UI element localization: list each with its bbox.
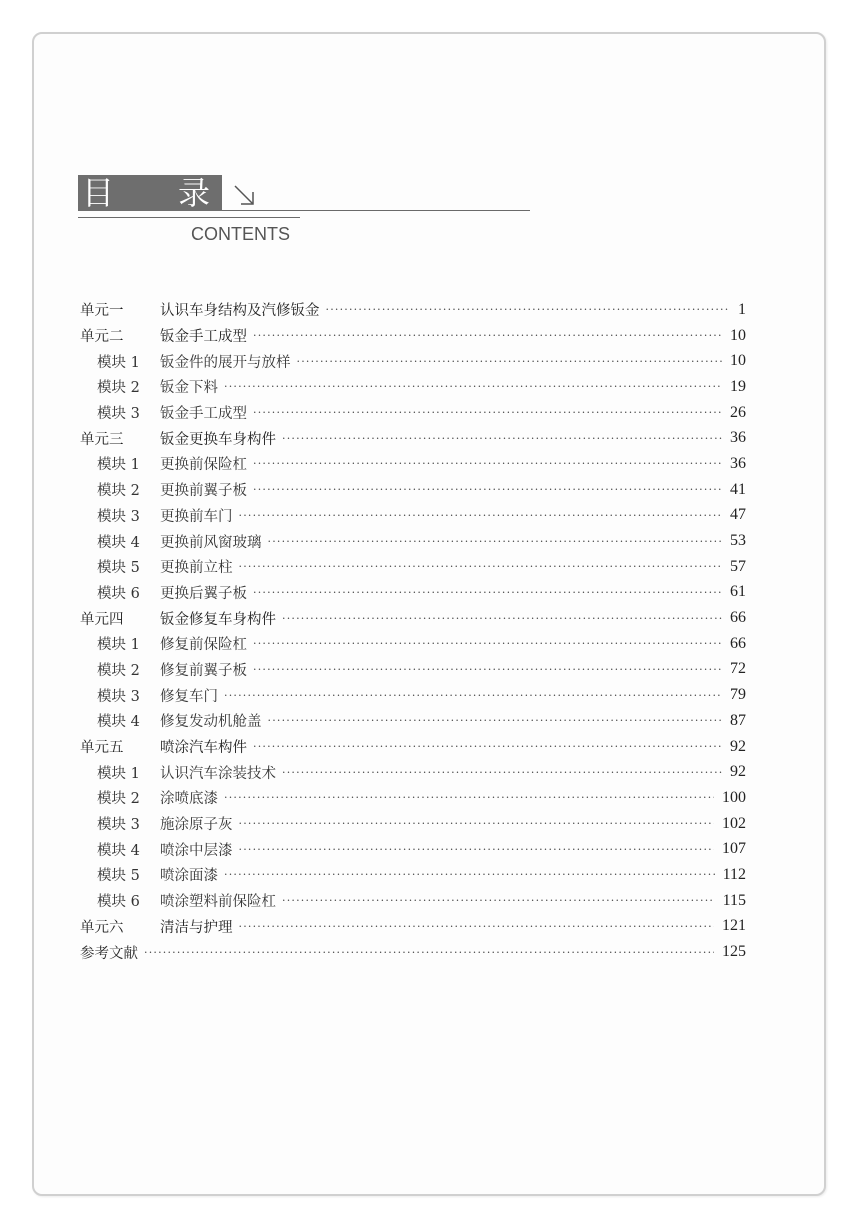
toc-entry-title: 钣金修复车身构件 [160, 611, 276, 628]
dot-leader [224, 380, 722, 393]
toc-entry-title: 更换前风窗玻璃 [160, 534, 262, 551]
toc-entry-label: 模块 2 [97, 380, 140, 397]
toc-module-row[interactable] [80, 580, 746, 606]
toc-page-number: 10 [730, 326, 746, 344]
toc-module-row[interactable] [80, 374, 746, 400]
toc-page-number: 57 [730, 557, 746, 575]
heading-rule-short [78, 217, 300, 218]
toc-entry-label: 参考文献 [80, 945, 138, 962]
toc-entry-title: 钣金件的展开与放样 [160, 354, 291, 371]
dot-leader [253, 637, 722, 650]
toc-page-number: 53 [730, 532, 746, 550]
toc-page-number: 66 [730, 634, 746, 652]
dot-leader [239, 817, 715, 830]
toc-entry-label: 模块 1 [97, 354, 140, 371]
toc-page-number: 41 [730, 480, 746, 498]
toc-entry-label: 模块 4 [97, 714, 140, 731]
dot-leader [282, 894, 715, 907]
toc-page-number: 72 [730, 660, 746, 678]
toc-entry-title: 更换前翼子板 [160, 483, 247, 500]
toc-entry-title: 喷涂汽车构件 [160, 740, 247, 757]
toc-entry-label: 模块 1 [97, 637, 140, 654]
arrow-down-right-icon [232, 183, 256, 207]
dot-leader [253, 663, 722, 676]
toc-unit-row[interactable] [80, 297, 746, 323]
toc-entry-title: 更换前车门 [160, 508, 233, 525]
toc-entry-label: 模块 5 [97, 868, 140, 885]
toc-entry-label: 模块 3 [97, 817, 140, 834]
toc-unit-row[interactable] [80, 605, 746, 631]
toc-page-number: 79 [730, 686, 746, 704]
toc-module-row[interactable] [80, 811, 746, 837]
toc-entry-label: 模块 6 [97, 894, 140, 911]
toc-entry-title: 钣金更换车身构件 [160, 431, 276, 448]
toc-reference-row[interactable] [80, 939, 746, 965]
toc-module-row[interactable] [80, 503, 746, 529]
toc-entry-title: 施涂原子灰 [160, 817, 233, 834]
toc-page-number: 115 [722, 891, 746, 909]
heading-rule-long [222, 210, 530, 211]
toc-entry-label: 模块 3 [97, 688, 140, 705]
toc-unit-row[interactable] [80, 914, 746, 940]
toc-unit-row[interactable] [80, 425, 746, 451]
dot-leader [253, 483, 722, 496]
toc-page-number: 19 [730, 377, 746, 395]
toc-module-row[interactable] [80, 348, 746, 374]
dot-leader [253, 406, 722, 419]
toc-entry-title: 喷涂中层漆 [160, 842, 233, 859]
toc-module-row[interactable] [80, 682, 746, 708]
toc-page-number: 1 [738, 300, 746, 318]
toc-heading-block [78, 175, 222, 211]
toc-entry-label: 模块 3 [97, 508, 140, 525]
toc-module-row[interactable] [80, 785, 746, 811]
toc-module-row[interactable] [80, 657, 746, 683]
toc-page-number: 121 [722, 917, 746, 935]
dot-leader [239, 509, 723, 522]
toc-page-number: 112 [722, 865, 746, 883]
toc-page-number: 36 [730, 429, 746, 447]
dot-leader [239, 560, 723, 573]
toc-entry-title: 清洁与护理 [160, 919, 233, 936]
toc-page-number: 47 [730, 506, 746, 524]
toc-page-number: 92 [730, 763, 746, 781]
dot-leader [224, 868, 715, 881]
toc-page-number: 107 [722, 840, 746, 858]
toc-entry-title: 更换前立柱 [160, 560, 233, 577]
dot-leader [253, 457, 722, 470]
toc-entry-label: 模块 4 [97, 534, 140, 551]
contents-subtitle: CONTENTS [191, 224, 290, 244]
dot-leader [253, 329, 722, 342]
toc-entry-title: 钣金手工成型 [160, 406, 247, 423]
toc-entry-label: 模块 3 [97, 406, 140, 423]
toc-module-row[interactable] [80, 862, 746, 888]
toc-module-row[interactable] [80, 528, 746, 554]
dot-leader [268, 714, 723, 727]
toc-entry-label: 模块 5 [97, 560, 140, 577]
toc-entry-label: 单元六 [80, 919, 124, 936]
toc-entry-title: 修复车门 [160, 688, 218, 705]
toc-entry-title: 认识汽车涂装技术 [160, 765, 276, 782]
toc-page-number: 61 [730, 583, 746, 601]
toc-entry-title: 更换后翼子板 [160, 585, 247, 602]
toc-entry-title: 喷涂塑料前保险杠 [160, 894, 276, 911]
dot-leader [282, 766, 722, 779]
toc-module-row[interactable] [80, 477, 746, 503]
toc-entry-title: 喷涂面漆 [160, 868, 218, 885]
toc-page-number: 66 [730, 609, 746, 627]
toc-module-row[interactable] [80, 759, 746, 785]
toc-entry-title: 修复发动机舱盖 [160, 714, 262, 731]
dot-leader [224, 689, 722, 702]
toc-module-row[interactable] [80, 631, 746, 657]
dot-leader [224, 791, 714, 804]
toc-entry-label: 单元四 [80, 611, 124, 628]
toc-entry-label: 模块 1 [97, 457, 140, 474]
toc-page-number: 125 [722, 943, 746, 961]
toc-page-number: 87 [730, 711, 746, 729]
toc-entry-label: 模块 2 [97, 791, 140, 808]
toc-page-number: 10 [730, 352, 746, 370]
toc-unit-row[interactable] [80, 734, 746, 760]
dot-leader [239, 843, 715, 856]
toc-module-row[interactable] [80, 836, 746, 862]
dot-leader [282, 612, 722, 625]
toc-entry-label: 模块 4 [97, 842, 140, 859]
toc-entry-title: 钣金手工成型 [160, 329, 247, 346]
toc-page-number: 102 [722, 814, 746, 832]
toc-page-number: 36 [730, 454, 746, 472]
toc-entry-title: 认识车身结构及汽修钣金 [160, 303, 320, 320]
table-of-contents [80, 297, 746, 965]
dot-leader [297, 355, 723, 368]
toc-entry-label: 模块 2 [97, 662, 140, 679]
toc-entry-label: 单元一 [80, 303, 124, 320]
toc-unit-row[interactable] [80, 323, 746, 349]
toc-entry-label: 单元二 [80, 329, 124, 346]
toc-entry-title: 钣金下料 [160, 380, 218, 397]
heading-char-lu: 录 [178, 174, 211, 212]
toc-entry-title: 更换前保险杠 [160, 457, 247, 474]
toc-module-row[interactable] [80, 400, 746, 426]
toc-entry-label: 单元三 [80, 431, 124, 448]
toc-page-number: 26 [730, 403, 746, 421]
dot-leader [144, 946, 714, 959]
dot-leader [282, 432, 722, 445]
toc-entry-label: 模块 2 [97, 483, 140, 500]
toc-entry-title: 修复前保险杠 [160, 637, 247, 654]
toc-module-row[interactable] [80, 888, 746, 914]
dot-leader [326, 303, 729, 316]
dot-leader [253, 586, 722, 599]
toc-module-row[interactable] [80, 451, 746, 477]
toc-page-number: 92 [730, 737, 746, 755]
toc-entry-title: 涂喷底漆 [160, 791, 218, 808]
dot-leader [239, 920, 715, 933]
dot-leader [268, 535, 723, 548]
toc-entry-label: 单元五 [80, 740, 124, 757]
heading-char-mu: 目 [82, 174, 115, 212]
toc-entry-label: 模块 1 [97, 765, 140, 782]
toc-entry-title: 修复前翼子板 [160, 662, 247, 679]
dot-leader [253, 740, 722, 753]
toc-entry-label: 模块 6 [97, 585, 140, 602]
toc-module-row[interactable] [80, 708, 746, 734]
toc-page-number: 100 [722, 788, 746, 806]
toc-module-row[interactable] [80, 554, 746, 580]
